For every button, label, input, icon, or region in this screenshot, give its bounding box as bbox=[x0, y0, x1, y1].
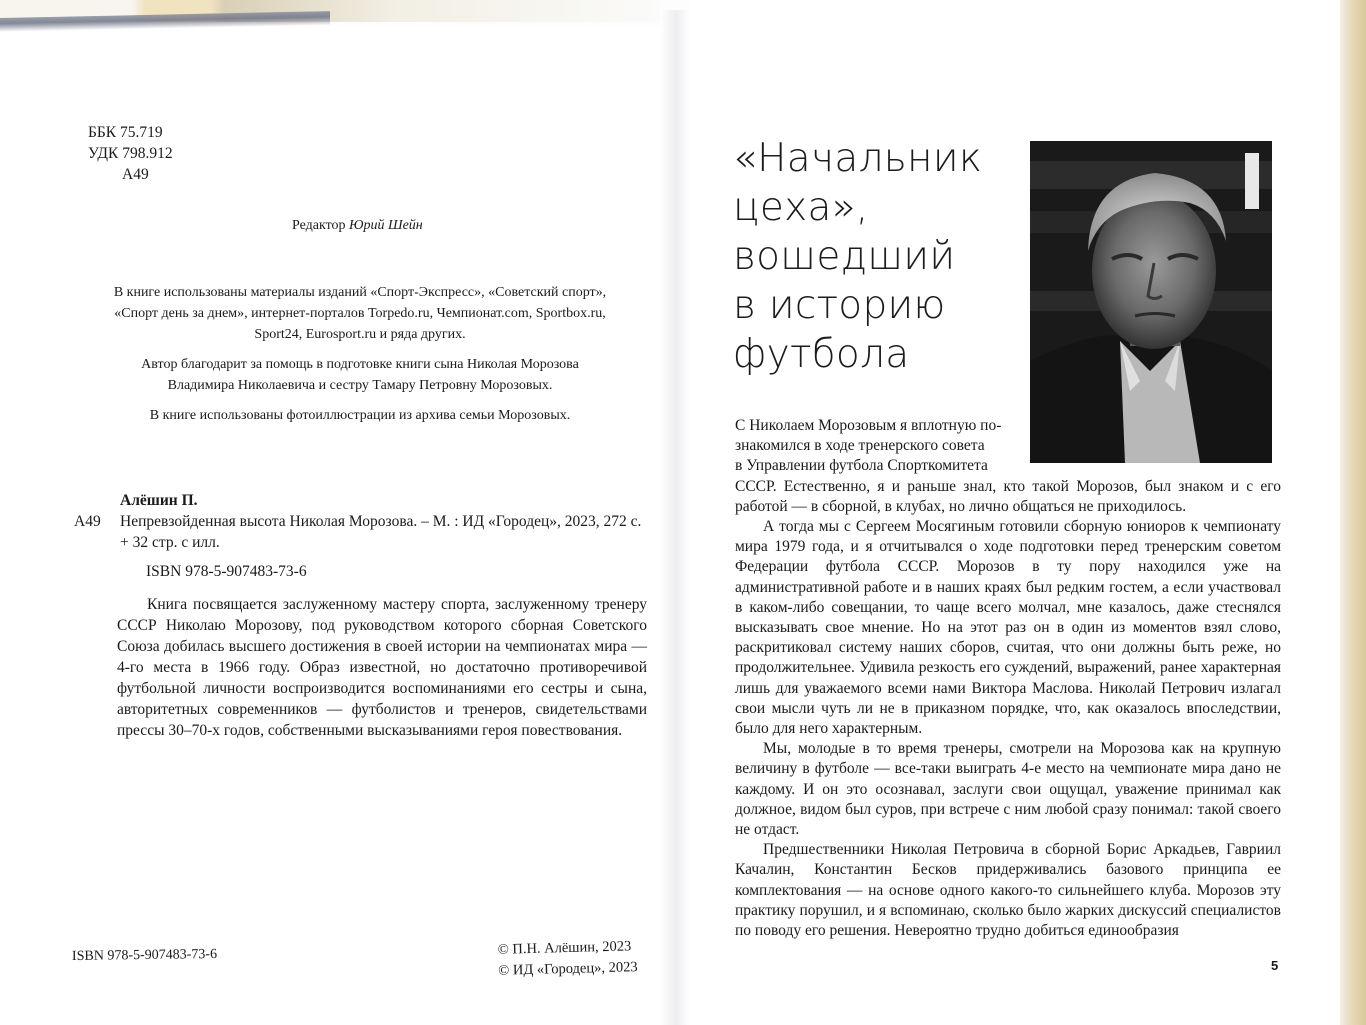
bbk-code: ББК 75.719 bbox=[88, 124, 163, 141]
copyright-author: © П.Н. Алёшин, 2023 bbox=[497, 938, 632, 958]
catalog-description: Непревзойденная высота Николая Морозова. – М. : ИД «Городец», 2023, 272 с. + 32 стр. с илл. bbox=[120, 513, 642, 551]
credits-sources: В книге использованы материалы изданий «Спорт-Экспресс», «Советский спорт», «Спорт день за днем», интернет-порталов Torpedo.ru, Чемпионат.com, Sportbox.ru, Sport24, Eurosport.ru и ряда других. bbox=[113, 285, 607, 342]
chapter-title-line: в историю bbox=[733, 283, 946, 328]
library-codes bbox=[88, 122, 173, 185]
chapter-body bbox=[735, 416, 1281, 941]
credits-thanks: Автор благодарит за помощь в подготовке книги сына Николая Морозова Владимира Николаевича и сестру Тамару Петровну Морозовых. bbox=[141, 357, 579, 393]
udk-code: УДК 798.912 bbox=[88, 145, 173, 162]
catalog-isbn: ISBN 978-5-907483-73-6 bbox=[146, 563, 307, 580]
wrapped-lines bbox=[735, 416, 1023, 477]
desk-background-right bbox=[1340, 0, 1366, 1025]
chapter-title-line: «Начальник bbox=[733, 136, 983, 181]
editor-label: Редактор bbox=[292, 218, 346, 233]
chapter-title-line: вошедший bbox=[733, 234, 956, 279]
portrait-photo bbox=[1030, 141, 1272, 463]
catalog-code: А49 bbox=[74, 513, 101, 530]
chapter-title-line: футбола bbox=[733, 332, 910, 377]
text-line: в Управлении футбола Спорткомитета bbox=[735, 457, 988, 475]
copyright-block bbox=[497, 936, 637, 982]
footer-isbn: ISBN 978-5-907483-73-6 bbox=[71, 946, 218, 965]
paragraph-3: Мы, молодые в то время тренеры, смотрели на Морозова как на крупную величину в футболе — все-таки выиграть 4-е место на чемпионате мира дано не каждому. И он это осознавал, заслуги свои ощущал, уважение принимал как должное, видом был суров, при встрече с ним любой сразу понимал: такой своего не отдаст. bbox=[735, 740, 1281, 839]
text-line: знакомился в ходе тренерского совета bbox=[735, 437, 985, 455]
catalog-entry-row bbox=[74, 511, 654, 553]
paragraph-4: Предшественники Николая Петровича в сборной Борис Аркадьев, Гавриил Качалин, Константин Бесков придерживались базового принципа ее комплектования — на основе одного какого-то сильнейшего клуба. Морозов эту практику порушил, и я вспоминаю, сколько было жарких дискуссий специалистов по поводу его решения. Невероятно трудно добиться единообразия bbox=[735, 841, 1281, 940]
paragraph-1-rest: СССР. Естественно, я и раньше знал, кто такой Морозов, был знаком и с его работой — в сборной, в клубах, но лично общаться не приходилось. bbox=[735, 477, 1281, 515]
catalog-entry bbox=[74, 490, 654, 582]
page-number: 5 bbox=[1271, 958, 1279, 973]
catalog-author: Алёшин П. bbox=[120, 492, 198, 509]
paragraph-2: А тогда мы с Сергеем Мосягиным готовили сборную юниоров к чемпионату мира 1979 года, и я отчитывался о ходе подготовки перед тренерским советом Федерации футбола СССР. Морозов в ту пору находился уже на административной работе и в наших краях был редким гостем, а если участвовал в каком-либо совещании, то чаще всего молчал, мне казалось, даже стеснялся высказывать свое мнение. Но на этот раз он в один из моментов взял слово, раскритиковал систему наших сборов, считая, что они должны быть реже, но продолжительнее. Удивила резкость его суждений, выражений, ранее характерная лишь для уважаемого всеми нами Виктора Маслова. Николай Петрович излагал свои мысли чуть ли не в приказном порядке, что, как оказалось впоследствии, было для него характерным. bbox=[735, 518, 1281, 738]
chapter-title bbox=[733, 134, 982, 379]
text-line: С Николаем Морозовым я вплотную по- bbox=[735, 417, 1002, 434]
author-mark: А49 bbox=[122, 166, 149, 183]
chapter-title-line: цеха», bbox=[733, 185, 869, 230]
portrait-illustration bbox=[1030, 141, 1272, 463]
editor-name: Юрий Шейн bbox=[349, 218, 423, 233]
credits-block bbox=[110, 282, 610, 435]
copyright-publisher: © ИД «Городец», 2023 bbox=[498, 959, 638, 979]
editor-credit bbox=[292, 218, 423, 234]
book-gutter bbox=[660, 10, 690, 1025]
book-annotation: Книга посвящается заслуженному мастеру спорта, заслуженному тренеру СССР Николаю Морозову, под руководством которого сборная Советского Союза добилась высшего достижения в своей истории на чемпионатах мира — 4-го места в 1966 году. Образ известной, но достаточно противоречивой футбольной личности воспроизводится воспоминаниями его сестры и сына, авторитетных современников — футболистов и тренеров, свидетельствами прессы 30–70-х годов, собственными высказываниями героя повествования. bbox=[117, 596, 647, 739]
credits-photos: В книге использованы фотоиллюстрации из архива семьи Морозовых. bbox=[149, 408, 571, 423]
